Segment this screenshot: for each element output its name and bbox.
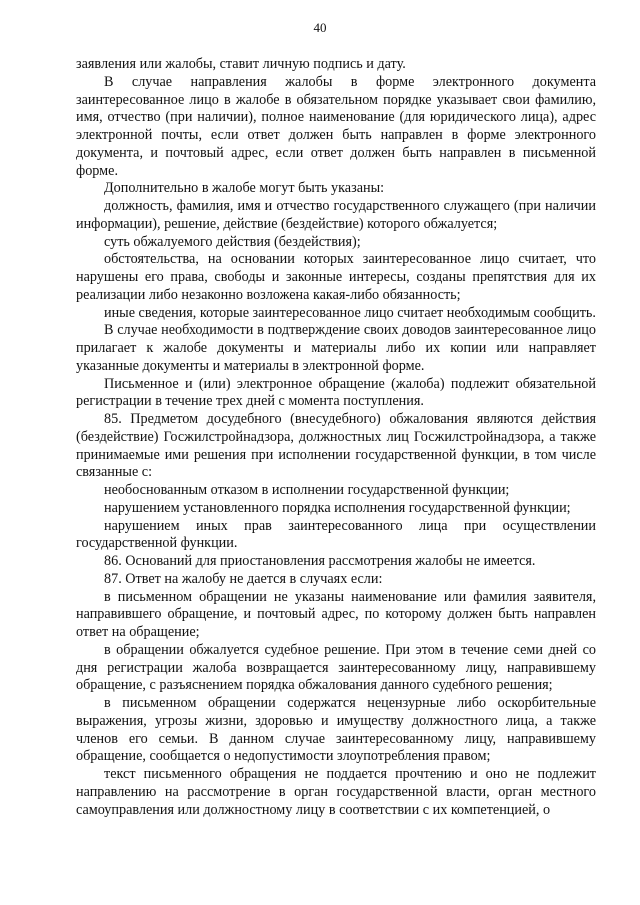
list-item-offensive-language: в письменном обращении содержатся нецензурные либо оскорбительные выражения, угрозы жизни, здоровью и имуществу должностного лица, а также членов его семьи. В данном случае заинтересованному лицу, направившему обращение, сообщается о недопустимости злоупотребления правом; xyxy=(76,695,596,765)
list-item-other-rights-violation: нарушением иных прав заинтересованного лица при осуществлении государственной функции. xyxy=(76,517,596,552)
page-number: 40 xyxy=(313,20,327,35)
paragraph-continuation: заявления или жалобы, ставит личную подпись и дату. xyxy=(76,56,406,72)
list-item-unfounded-refusal: необоснованным отказом в исполнении государственной функции; xyxy=(104,482,510,498)
list-item-action-essence: суть обжалуемого действия (бездействия); xyxy=(104,233,361,250)
list-item-circumstances: обстоятельства, на основании которых заинтересованное лицо считает, что нарушены его права, свободы и законные интересы, созданы препятствия для их реализации либо незаконно возложена какая-либо обязанность; xyxy=(76,251,596,303)
list-item-procedure-violation: нарушением установленного порядка исполнения государственной функции; xyxy=(104,499,571,516)
section-86: 86. Оснований для приостановления рассмотрения жалобы не имеется. xyxy=(104,553,536,569)
list-item-court-decision: в обращении обжалуется судебное решение. При этом в течение семи дней со дня регистрации жалоба возвращается заинтересованному лицу, направившему обращение, с разъяснением порядка обжалования данного судебного решения; xyxy=(76,641,596,694)
list-item-unreadable-text: текст письменного обращения не поддается прочтению и оно не подлежит направлению на рассмотрение в орган государственной власти, орган местного самоуправления или должностному лицу в соответствии с их компетенцией, о xyxy=(76,766,596,818)
document-body xyxy=(76,56,596,819)
section-85: 85. Предметом досудебного (внесудебного) обжалования являются действия (бездействие) Госжилстройнадзора, должностных лиц Госжилстройнадзора, а также принимаемые ими решения при исполнении государственной функции, в том числе связанные с: xyxy=(76,411,596,481)
list-item-missing-name-address: в письменном обращении не указаны наименование или фамилия заявителя, направившего обращение, и почтовый адрес, по которому должен быть направлен ответ на обращение; xyxy=(76,588,596,640)
paragraph-electronic-complaint: В случае направления жалобы в форме электронного документа заинтересованное лицо в жалобе в обязательном порядке указывает свои фамилию, имя, отчество (при наличии), полное наименование (для юридического лица), адрес электронной почты, если ответ должен быть направлен в форме электронного документа, и почтовый адрес, если ответ должен быть направлен в письменной форме. xyxy=(76,73,596,179)
list-item-other-info: иные сведения, которые заинтересованное лицо считает необходимым сообщить. xyxy=(104,304,596,321)
paragraph-additional-info-intro: Дополнительно в жалобе могут быть указаны: xyxy=(104,180,385,197)
paragraph-registration: Письменное и (или) электронное обращение (жалоба) подлежит обязательной регистрации в течение трех дней с момента поступления. xyxy=(76,375,596,410)
paragraph-supporting-documents: В случае необходимости в подтверждение своих доводов заинтересованное лицо прилагает к жалобе документы и материалы либо их копии или направляет указанные документы и материалы в электронной форме. xyxy=(76,322,596,374)
section-87: 87. Ответ на жалобу не дается в случаях если: xyxy=(104,570,383,587)
list-item-official-position: должность, фамилия, имя и отчество государственного служащего (при наличии информации), решение, действие (бездействие) которого обжалуется; xyxy=(76,198,596,232)
